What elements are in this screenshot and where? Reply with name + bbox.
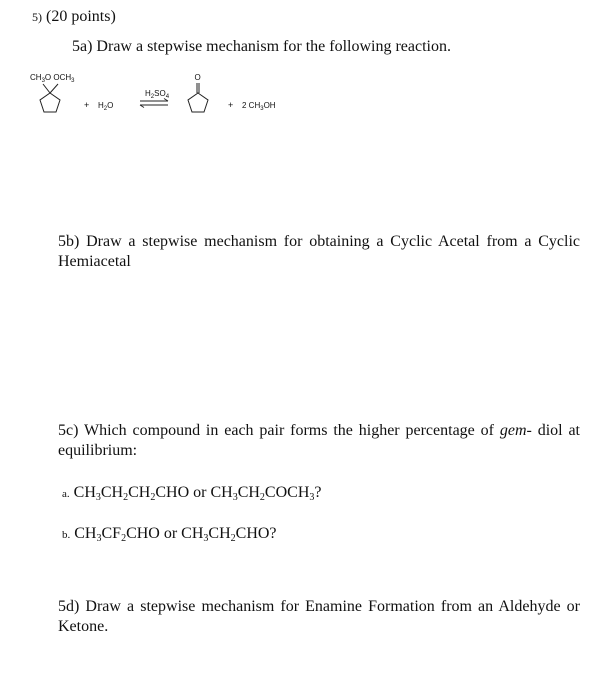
reaction-scheme — [28, 70, 328, 134]
q5c-prompt — [58, 421, 580, 461]
carbonyl-oxygen-label: O — [194, 73, 201, 82]
dimethoxy-cyclopentane-structure — [40, 84, 60, 112]
item-a-label: a. — [62, 488, 70, 500]
cyclopentanone-structure — [188, 83, 208, 112]
q5c-text-start: 5c) Which compound in each pair forms the higher percentage of — [58, 422, 500, 439]
q5d-prompt: 5d) Draw a stepwise mechanism for Enamine Formation from an Aldehyde or Ketone. — [58, 598, 580, 635]
q5b-prompt: 5b) Draw a stepwise mechanism for obtaining a Cyclic Acetal from a Cyclic Hemiacetal — [58, 233, 580, 270]
question-header — [32, 8, 116, 26]
question-points: (20 points) — [46, 8, 116, 25]
question-number: 5) — [32, 10, 42, 24]
catalyst-label: $H_2SO_4$ — [145, 89, 170, 100]
q5c-gem: gem- — [499, 422, 532, 439]
q5a-prompt: 5a) Draw a stepwise mechanism for the following reaction. — [72, 38, 451, 55]
plus-sign-2: + — [228, 100, 234, 110]
item-b-label: b. — [62, 529, 71, 541]
water-label: $H_2O$ — [98, 101, 114, 112]
item-b-formula: $CH_3CF_2CHO$ or $CH_3CH_2CHO$? — [74, 525, 277, 544]
q5c-item-b — [62, 525, 277, 543]
methanol-label: 2 $CH_3OH$ — [242, 101, 276, 112]
q5c-text-end: diol at equilibrium: — [58, 422, 581, 459]
q5c-item-a — [62, 484, 321, 502]
item-a-formula: $CH_3CH_2CH_2CHO$ or $CH_3CH_2COCH_3$? — [73, 484, 322, 503]
reactant-label: $CH_3O$ $OCH_3$ — [30, 73, 75, 84]
plus-sign: + — [84, 100, 90, 110]
